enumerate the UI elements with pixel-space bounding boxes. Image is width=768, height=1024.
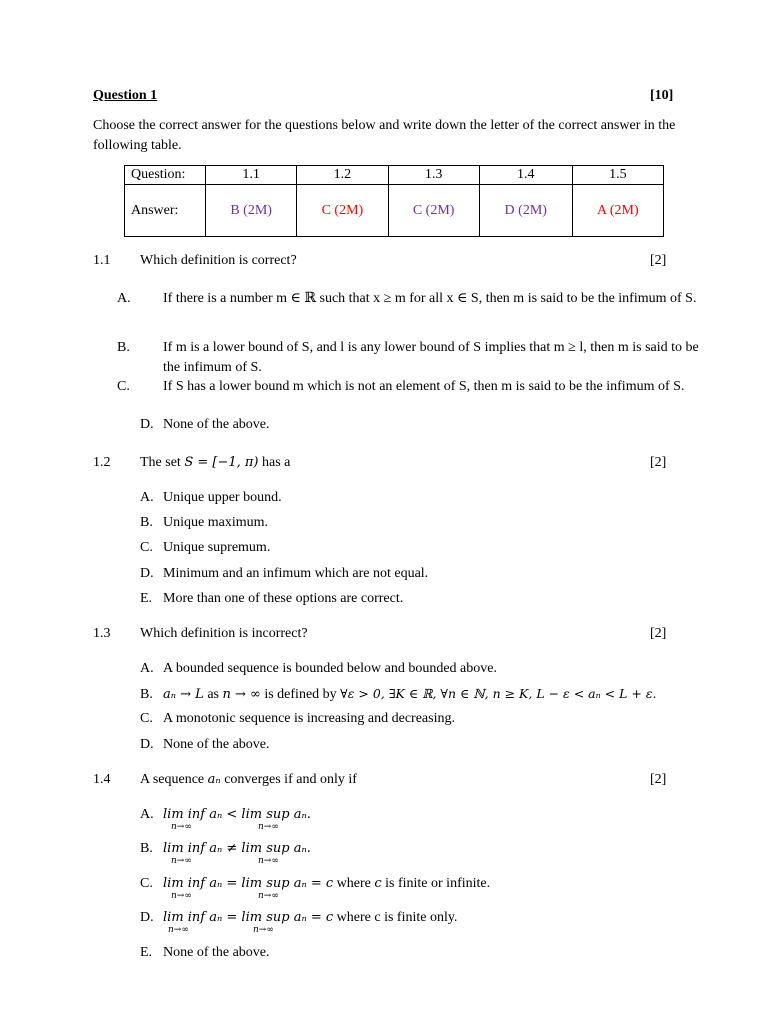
table-cell-question: 1.3 bbox=[388, 166, 479, 185]
table-cell-answer: A (2M) bbox=[572, 185, 663, 237]
table-row bbox=[125, 185, 664, 237]
option-letter: C. bbox=[140, 711, 153, 726]
option-letter: B. bbox=[140, 687, 153, 702]
option-1-2-a bbox=[140, 490, 282, 506]
option-text: None of the above. bbox=[163, 945, 270, 960]
total-marks: [10] bbox=[650, 88, 674, 103]
question-marks: [2] bbox=[650, 772, 667, 787]
option-letter: D. bbox=[140, 910, 154, 925]
limit-subscript: n→∞ bbox=[171, 856, 192, 866]
option-letter: B. bbox=[140, 515, 153, 530]
option-1-1-a bbox=[117, 286, 719, 312]
question-text-pre: A sequence bbox=[140, 772, 208, 787]
option-text: If m is a lower bound of S, and l is any lower bound of S implies that m ≥ l, then m is said to be the infimum of S. bbox=[163, 340, 699, 375]
option-1-1-c bbox=[117, 377, 719, 397]
option-1-4-b bbox=[140, 841, 311, 857]
option-text: None of the above. bbox=[163, 417, 270, 432]
math-expression: lim inf aₙ = lim sup aₙ = c bbox=[163, 910, 334, 925]
option-letter: D. bbox=[140, 737, 154, 752]
option-1-2-b bbox=[140, 515, 268, 531]
limit-subscript: n→∞ bbox=[171, 891, 192, 901]
limit-subscript: n→∞ bbox=[171, 822, 192, 832]
question-text bbox=[140, 772, 357, 788]
question-row-label: Question: bbox=[125, 166, 206, 185]
answer-table bbox=[124, 165, 664, 237]
option-letter: A. bbox=[140, 490, 154, 505]
question-marks: [2] bbox=[650, 455, 667, 470]
table-cell-question: 1.4 bbox=[479, 166, 572, 185]
math-limit: n → ∞ bbox=[222, 687, 261, 702]
math-variable: c bbox=[374, 876, 382, 891]
option-text: Unique supremum. bbox=[163, 540, 271, 555]
option-text: More than one of these options are correct. bbox=[163, 591, 404, 606]
option-1-1-b bbox=[117, 338, 719, 378]
option-1-2-d bbox=[140, 566, 428, 582]
option-1-2-e bbox=[140, 591, 403, 607]
math-expression: lim inf aₙ < lim sup aₙ. bbox=[163, 807, 311, 822]
table-cell-answer: C (2M) bbox=[388, 185, 479, 237]
question-title: Question 1 bbox=[93, 88, 158, 103]
option-letter: D. bbox=[140, 417, 154, 432]
limit-subscript: n→∞ bbox=[168, 925, 189, 935]
math-sequence: aₙ bbox=[207, 772, 221, 787]
option-letter: A. bbox=[140, 661, 154, 676]
limit-subscript: n→∞ bbox=[258, 822, 279, 832]
question-number: 1.2 bbox=[93, 455, 111, 470]
option-letter: A. bbox=[140, 807, 154, 822]
option-text: If S has a lower bound m which is not an element of S, then m is said to be the infimum of S. bbox=[163, 379, 685, 394]
option-1-3-a bbox=[140, 661, 497, 677]
option-1-4-a bbox=[140, 807, 311, 823]
table-cell-question: 1.1 bbox=[206, 166, 297, 185]
question-number: 1.1 bbox=[93, 253, 111, 268]
math-definition: ∀ε > 0, ∃K ∈ ℝ, ∀n ∈ ℕ, n ≥ K, L − ε < aₙ < L + ε. bbox=[340, 686, 657, 701]
option-1-4-d bbox=[140, 910, 457, 926]
question-text: Which definition is correct? bbox=[140, 253, 297, 268]
option-1-4-c bbox=[140, 876, 490, 892]
math-expression: lim inf aₙ = lim sup aₙ = c bbox=[163, 876, 334, 891]
question-marks: [2] bbox=[650, 626, 667, 641]
question-text: Which definition is incorrect? bbox=[140, 626, 308, 641]
table-cell-question: 1.2 bbox=[297, 166, 388, 185]
option-text: If there is a number m ∈ ℝ such that x ≥ m for all x ∈ S, then m is said to be the infimum of S. bbox=[163, 291, 697, 306]
table-cell-question: 1.5 bbox=[572, 166, 663, 185]
option-letter: A. bbox=[117, 291, 131, 306]
table-cell-answer: D (2M) bbox=[479, 185, 572, 237]
option-text: is defined by bbox=[260, 687, 341, 702]
table-cell-answer: C (2M) bbox=[297, 185, 388, 237]
instructions: Choose the correct answer for the questions below and write down the letter of the correct answer in the following table. bbox=[93, 118, 676, 153]
option-text: None of the above. bbox=[163, 737, 270, 752]
question-text-post: converges if and only if bbox=[220, 772, 357, 787]
option-text: Minimum and an infimum which are not equal. bbox=[163, 566, 429, 581]
option-letter: B. bbox=[140, 841, 153, 856]
option-text: A bounded sequence is bounded below and bounded above. bbox=[163, 661, 497, 676]
question-text-post: has a bbox=[258, 455, 291, 470]
question-text bbox=[140, 455, 290, 471]
option-1-3-d bbox=[140, 737, 270, 753]
option-text: Unique maximum. bbox=[163, 515, 268, 530]
option-1-3-c bbox=[140, 711, 455, 727]
option-1-2-c bbox=[140, 540, 270, 556]
table-cell-answer: B (2M) bbox=[206, 185, 297, 237]
limit-subscript: n→∞ bbox=[258, 891, 279, 901]
answer-row-label: Answer: bbox=[125, 185, 206, 237]
table-row bbox=[125, 166, 664, 185]
math-set: S = [−1, π) bbox=[184, 455, 259, 470]
option-text: A monotonic sequence is increasing and decreasing. bbox=[163, 711, 455, 726]
option-text: as bbox=[203, 687, 223, 702]
option-text: where c is finite only. bbox=[333, 910, 458, 925]
limit-subscript: n→∞ bbox=[253, 925, 274, 935]
option-letter: E. bbox=[140, 945, 153, 960]
limit-subscript: n→∞ bbox=[258, 856, 279, 866]
option-letter: C. bbox=[117, 379, 130, 394]
option-letter: E. bbox=[140, 591, 153, 606]
option-text: where bbox=[333, 876, 375, 891]
option-letter: B. bbox=[117, 340, 130, 355]
option-letter: C. bbox=[140, 540, 153, 555]
option-1-3-b bbox=[140, 686, 657, 703]
option-1-4-e bbox=[140, 945, 270, 961]
math-convergence: aₙ → L bbox=[163, 687, 204, 702]
question-text-pre: The set bbox=[140, 455, 185, 470]
option-text: Unique upper bound. bbox=[163, 490, 282, 505]
question-number: 1.4 bbox=[93, 772, 111, 787]
option-text: is finite or infinite. bbox=[381, 876, 491, 891]
option-letter: C. bbox=[140, 876, 153, 891]
question-number: 1.3 bbox=[93, 626, 111, 641]
option-1-1-d bbox=[140, 417, 270, 433]
math-expression: lim inf aₙ ≠ lim sup aₙ. bbox=[163, 841, 311, 856]
question-marks: [2] bbox=[650, 253, 667, 268]
option-letter: D. bbox=[140, 566, 154, 581]
